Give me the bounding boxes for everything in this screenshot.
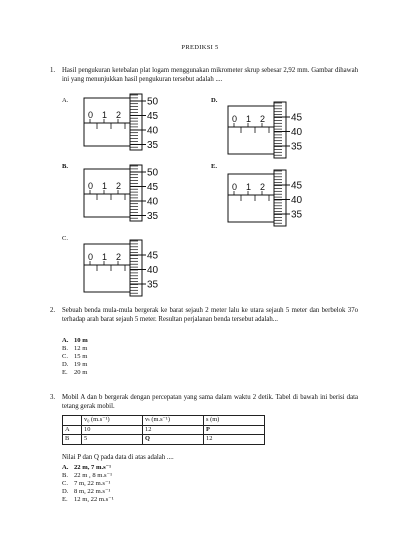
question-2-number: 2. xyxy=(50,307,56,314)
question-3-options xyxy=(62,464,114,504)
sleeve-outline xyxy=(84,169,130,217)
q2-option-c: C. 15 m xyxy=(62,352,88,360)
thimble-label: 35 xyxy=(147,140,159,151)
q2-option-a: A. 10 m xyxy=(62,337,88,344)
question-2-text: Sebuah benda mula-mula bergerak ke barat sejauh 2 meter lalu ke utara sejauh 5 meter dan berbelok 37o terhadap arah barat sejauh 5 meter. Resultan perjalanan benda tersebut adalah... xyxy=(62,307,358,323)
main-scale-label: 2 xyxy=(116,110,122,120)
question-2-options xyxy=(62,337,88,377)
q2-option-e: E. 20 m xyxy=(62,368,88,376)
main-scale-label: 0 xyxy=(232,182,238,192)
micrometer-option-d xyxy=(226,100,326,160)
q1-option-a-letter: A. xyxy=(62,97,69,104)
micrometer-drawing xyxy=(226,168,326,228)
micrometer-option-c xyxy=(82,238,182,298)
main-scale-label: 0 xyxy=(88,181,94,191)
micrometer-drawing xyxy=(82,163,182,223)
question-1-text: Hasil pengukuran ketebalan plat logam menggunakan mikrometer skrup sebesar 2,92 mm. Gambar dihawah ini yang menunjukkan hasil pengukuran tersebut adalah .... xyxy=(62,67,358,83)
micrometer-option-b xyxy=(82,163,182,223)
sleeve-outline xyxy=(84,98,130,146)
question-1-number: 1. xyxy=(50,67,56,74)
q3-option-e: E. 12 m, 22 m.s⁻¹ xyxy=(62,495,114,503)
thimble-label: 40 xyxy=(291,195,303,206)
thimble-label: 40 xyxy=(147,265,159,276)
thimble-label: 50 xyxy=(147,96,159,108)
thimble-label: 35 xyxy=(291,209,303,221)
thimble-label: 35 xyxy=(291,141,303,153)
q3-option-b: B. 22 m , 8 m.s⁻¹ xyxy=(62,471,113,479)
thimble-label: 40 xyxy=(291,127,303,138)
thimble-label: 45 xyxy=(291,180,303,192)
question-3-text: Mobil A dan b bergerak dengan percepatan yang sama dalam waktu 2 detik. Tabel di bawah ini berisi data tetang gerak mobil. xyxy=(62,394,358,410)
thimble-label: 40 xyxy=(147,196,159,208)
motion-data-table xyxy=(62,415,265,445)
micrometer-drawing xyxy=(82,238,182,298)
q2-option-b: B. 12 m xyxy=(62,344,88,352)
main-scale-label: 2 xyxy=(260,114,266,124)
main-scale-label: 2 xyxy=(116,181,122,191)
q1-option-c-letter: C. xyxy=(62,235,69,242)
q1-option-d-letter: D. xyxy=(211,97,218,104)
q1-option-b-letter: B. xyxy=(62,163,69,170)
q3-option-a: A. 22 m, 7 m.s⁻¹ xyxy=(62,464,112,471)
main-scale-label: 1 xyxy=(102,110,108,120)
thimble-label: 50 xyxy=(147,167,159,179)
thimble-label: 35 xyxy=(147,279,159,291)
table-header-row: v₀ (m.s⁻¹) vₜ (m.s⁻¹) s (m) xyxy=(63,416,265,426)
question-3-prompt: Nilai P dan Q pada data di atas adalah .... xyxy=(62,454,174,461)
micrometer-option-e xyxy=(226,168,326,228)
main-scale-label: 0 xyxy=(88,252,94,262)
q1-option-e-letter: E. xyxy=(211,163,218,170)
q3-option-c: C. 7 m, 22 m.s⁻¹ xyxy=(62,479,111,487)
main-scale-label: 1 xyxy=(102,181,108,191)
thimble-label: 45 xyxy=(147,182,159,193)
main-scale-label: 1 xyxy=(102,252,108,262)
q2-option-d: D. 19 m xyxy=(62,360,88,368)
thimble-label: 40 xyxy=(147,125,159,137)
main-scale-label: 0 xyxy=(88,110,94,120)
thimble-label: 45 xyxy=(147,250,159,262)
main-scale-label: 1 xyxy=(246,114,252,124)
table-row: A 10 12 P xyxy=(63,425,265,435)
thimble-label: 45 xyxy=(147,111,159,122)
main-scale-label: 2 xyxy=(260,182,266,192)
thimble-label: 35 xyxy=(147,211,159,222)
main-scale-label: 1 xyxy=(246,182,252,192)
micrometer-option-a xyxy=(82,92,182,152)
main-scale-label: 2 xyxy=(116,252,122,262)
q3-option-d: D. 8 m, 22 m.s⁻¹ xyxy=(62,487,111,495)
main-scale-label: 0 xyxy=(232,114,238,124)
thimble-label: 45 xyxy=(291,112,303,124)
table-row: B 5 Q 12 xyxy=(63,435,265,445)
micrometer-drawing xyxy=(82,92,182,152)
page-title: PREDIKSI 5 xyxy=(181,44,219,51)
question-3-number: 3. xyxy=(50,394,56,401)
micrometer-drawing xyxy=(226,100,326,160)
